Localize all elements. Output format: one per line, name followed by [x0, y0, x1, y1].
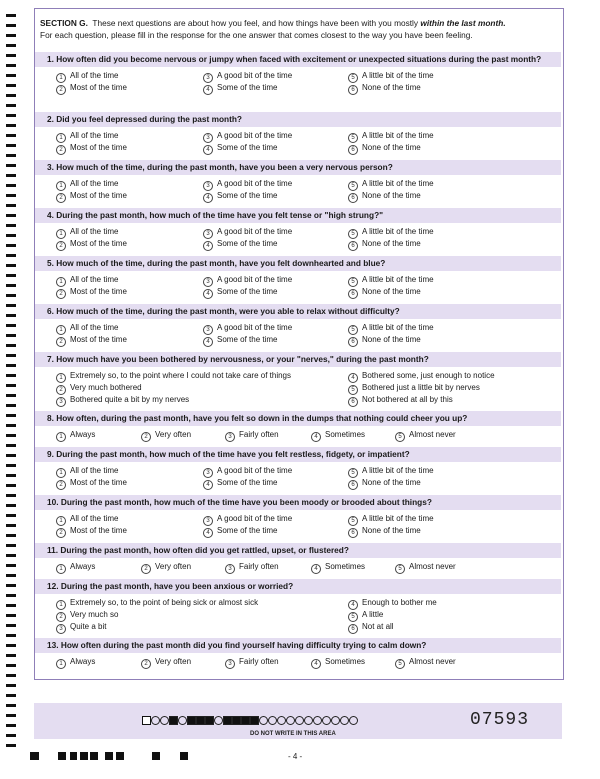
scan-code-mark [322, 716, 331, 725]
option-label: Most of the time [70, 478, 127, 487]
section-intro [40, 17, 555, 41]
response-options [35, 127, 561, 153]
response-bubble[interactable]: 6 [348, 337, 358, 347]
option-label: Some of the time [217, 526, 278, 535]
option-label: Some of the time [217, 287, 278, 296]
scan-code-mark [277, 716, 286, 725]
response-option[interactable] [56, 83, 127, 95]
response-option[interactable] [141, 562, 191, 574]
response-bubble[interactable]: 3 [203, 229, 213, 239]
question-text: 7. How much have you been bothered by nervousness, or your "nerves," during the past month? [35, 352, 561, 367]
response-options [35, 319, 561, 345]
response-option[interactable] [348, 143, 421, 155]
response-option[interactable] [348, 466, 434, 478]
response-bubble[interactable]: 4 [311, 659, 321, 669]
response-bubble[interactable]: 3 [225, 564, 235, 574]
question-block [35, 579, 561, 632]
response-option[interactable] [56, 478, 127, 490]
section-label: SECTION G. [40, 18, 88, 28]
response-option[interactable] [348, 83, 421, 95]
response-options [35, 510, 561, 536]
scan-code-mark [286, 716, 295, 725]
question-block [35, 52, 561, 93]
response-bubble[interactable]: 1 [56, 229, 66, 239]
response-option[interactable] [203, 83, 277, 95]
response-option[interactable] [56, 239, 127, 251]
option-label: A little bit of the time [362, 71, 434, 80]
option-label: None of the time [362, 191, 421, 200]
response-bubble[interactable]: 2 [56, 241, 66, 251]
response-option[interactable] [56, 657, 95, 669]
response-bubble[interactable]: 6 [348, 397, 358, 407]
scan-code-mark [169, 716, 178, 725]
question-block [35, 304, 561, 345]
response-option[interactable] [348, 191, 421, 203]
response-bubble[interactable]: 1 [56, 432, 66, 442]
option-label: Always [70, 430, 96, 439]
response-bubble[interactable]: 6 [348, 624, 358, 634]
response-bubble[interactable]: 3 [203, 181, 213, 191]
intro-emphasis: within the last month. [420, 18, 506, 28]
option-label: None of the time [362, 143, 421, 152]
intro-text: These next questions are about how you feel, and how things have been with you mostly [92, 18, 419, 28]
question-text: 9. During the past month, how much of the time have you felt restless, fidgety, or impatient? [35, 447, 561, 462]
response-option[interactable] [203, 323, 292, 335]
scan-code-mark [142, 716, 151, 725]
response-option[interactable] [56, 395, 189, 407]
option-label: Most of the time [70, 239, 127, 248]
option-label: Some of the time [217, 478, 278, 487]
response-bubble[interactable]: 5 [395, 432, 405, 442]
option-label: Sometimes [325, 657, 366, 666]
question-block [35, 208, 561, 249]
response-options [35, 594, 561, 632]
option-label: Fairly often [239, 430, 279, 439]
response-option[interactable] [56, 323, 118, 335]
response-bubble[interactable]: 5 [348, 181, 358, 191]
question-text: 2. Did you feel depressed during the past month? [35, 112, 561, 127]
option-label: A good bit of the time [217, 179, 293, 188]
option-label: Very often [155, 562, 192, 571]
response-option[interactable] [348, 335, 421, 347]
response-bubble[interactable]: 5 [348, 277, 358, 287]
option-label: Most of the time [70, 287, 127, 296]
response-bubble[interactable]: 3 [203, 468, 213, 478]
option-label: All of the time [70, 466, 119, 475]
response-bubble[interactable]: 4 [203, 289, 213, 299]
scan-code-mark [268, 716, 277, 725]
question-text: 4. During the past month, how much of the time have you felt tense or "high strung?" [35, 208, 561, 223]
response-bubble[interactable]: 3 [203, 73, 213, 83]
page-number: - 4 - [288, 752, 303, 761]
response-option[interactable] [203, 71, 292, 83]
response-bubble[interactable]: 5 [348, 73, 358, 83]
response-bubble[interactable]: 4 [348, 600, 358, 610]
option-label: None of the time [362, 287, 421, 296]
response-bubble[interactable]: 3 [56, 397, 66, 407]
response-option[interactable] [225, 430, 279, 442]
timing-marks [6, 14, 18, 754]
response-bubble[interactable]: 2 [56, 480, 66, 490]
response-bubble[interactable]: 4 [203, 337, 213, 347]
option-label: Some of the time [217, 143, 278, 152]
response-option[interactable] [348, 179, 434, 191]
response-option[interactable] [348, 71, 434, 83]
response-bubble[interactable]: 6 [348, 193, 358, 203]
question-text: 8. How often, during the past month, have you felt so down in the dumps that nothing could cheer you up? [35, 411, 561, 426]
response-options [35, 223, 561, 249]
response-option[interactable] [348, 478, 421, 490]
scan-code-mark [313, 716, 322, 725]
question-block [35, 543, 561, 574]
response-option[interactable] [348, 395, 453, 407]
option-label: Very often [155, 657, 192, 666]
scan-code-mark [232, 716, 241, 725]
option-label: Not bothered at all by this [362, 395, 453, 404]
option-label: Not at all [362, 622, 394, 631]
response-bubble[interactable]: 3 [203, 516, 213, 526]
option-label: None of the time [362, 239, 421, 248]
response-option[interactable] [203, 191, 277, 203]
response-bubble[interactable]: 6 [348, 241, 358, 251]
question-block [35, 112, 561, 153]
response-bubble[interactable]: 5 [348, 516, 358, 526]
response-option[interactable] [311, 430, 365, 442]
option-label: Sometimes [325, 562, 366, 571]
response-bubble[interactable]: 3 [56, 624, 66, 634]
option-label: All of the time [70, 275, 119, 284]
response-bubble[interactable]: 5 [348, 133, 358, 143]
option-label: Some of the time [217, 191, 278, 200]
response-bubble[interactable]: 5 [348, 325, 358, 335]
response-bubble[interactable]: 6 [348, 528, 358, 538]
option-label: All of the time [70, 323, 119, 332]
option-label: None of the time [362, 335, 421, 344]
response-options [35, 67, 561, 93]
response-bubble[interactable]: 5 [348, 385, 358, 395]
response-option[interactable] [348, 239, 421, 251]
option-label: None of the time [362, 526, 421, 535]
scan-code-mark [295, 716, 304, 725]
response-option[interactable] [348, 622, 394, 634]
question-text: 1. How often did you become nervous or jumpy when faced with excitement or unexpected situations during the past month? [35, 52, 561, 67]
do-not-write-label: DO NOT WRITE IN THIS AREA [250, 731, 336, 737]
response-option[interactable] [348, 131, 434, 143]
response-option[interactable] [203, 179, 292, 191]
option-label: Most of the time [70, 83, 127, 92]
scan-code-mark [214, 716, 223, 725]
scan-code-grid [142, 716, 358, 725]
option-label: Extremely so, to the point of being sick or almost sick [70, 598, 259, 607]
response-bubble[interactable]: 6 [348, 85, 358, 95]
response-bubble[interactable]: 3 [203, 133, 213, 143]
option-label: Always [70, 562, 96, 571]
scan-code-mark [340, 716, 349, 725]
option-label: Some of the time [217, 335, 278, 344]
response-bubble[interactable]: 1 [56, 325, 66, 335]
response-option[interactable] [56, 179, 118, 191]
response-option[interactable] [56, 371, 291, 383]
option-label: Some of the time [217, 239, 278, 248]
response-bubble[interactable]: 1 [56, 373, 66, 383]
question-text: 13. How often during the past month did you find yourself having difficulty trying to calm down? [35, 638, 561, 653]
response-option[interactable] [141, 430, 191, 442]
response-bubble[interactable]: 5 [348, 612, 358, 622]
option-label: Almost never [409, 657, 456, 666]
option-label: A little bit of the time [362, 131, 434, 140]
scan-code-mark [178, 716, 187, 725]
option-label: All of the time [70, 179, 119, 188]
response-bubble[interactable]: 4 [311, 432, 321, 442]
scan-code-mark [349, 716, 358, 725]
response-option[interactable] [348, 610, 383, 622]
option-label: Sometimes [325, 430, 366, 439]
response-bubble[interactable]: 6 [348, 289, 358, 299]
response-bubble[interactable]: 4 [203, 145, 213, 155]
option-label: All of the time [70, 131, 119, 140]
response-bubble[interactable]: 3 [225, 659, 235, 669]
response-options [35, 426, 561, 442]
response-option[interactable] [56, 598, 258, 610]
option-label: Extremely so, to the point where I could not take care of things [70, 371, 292, 380]
option-label: Most of the time [70, 335, 127, 344]
option-label: Fairly often [239, 657, 279, 666]
response-bubble[interactable]: 4 [203, 241, 213, 251]
response-bubble[interactable]: 6 [348, 480, 358, 490]
option-label: A good bit of the time [217, 227, 293, 236]
scan-code-mark [205, 716, 214, 725]
response-bubble[interactable]: 2 [56, 385, 66, 395]
scan-code-mark [187, 716, 196, 725]
response-options [35, 653, 561, 669]
option-label: A good bit of the time [217, 131, 293, 140]
response-options [35, 175, 561, 201]
response-bubble[interactable]: 5 [348, 229, 358, 239]
question-block [35, 447, 561, 488]
scan-code-mark [151, 716, 160, 725]
response-option[interactable] [311, 657, 365, 669]
option-label: A little bit of the time [362, 227, 434, 236]
response-bubble[interactable]: 2 [141, 659, 151, 669]
option-label: A good bit of the time [217, 323, 293, 332]
scan-code-mark [160, 716, 169, 725]
response-bubble[interactable]: 4 [203, 193, 213, 203]
scan-code-mark [241, 716, 250, 725]
response-option[interactable] [56, 383, 142, 395]
response-option[interactable] [203, 514, 292, 526]
response-option[interactable] [56, 514, 118, 526]
response-option[interactable] [203, 143, 277, 155]
response-bubble[interactable]: 1 [56, 600, 66, 610]
response-option[interactable] [203, 478, 277, 490]
question-text: 6. How much of the time, during the past month, were you able to relax without difficulty? [35, 304, 561, 319]
response-option[interactable] [56, 335, 127, 347]
option-label: Very much bothered [70, 383, 142, 392]
response-bubble[interactable]: 2 [141, 564, 151, 574]
response-option[interactable] [348, 371, 495, 383]
option-label: Some of the time [217, 83, 278, 92]
option-label: All of the time [70, 227, 119, 236]
response-option[interactable] [348, 526, 421, 538]
response-option[interactable] [395, 430, 456, 442]
question-text: 3. How much of the time, during the past month, have you been a very nervous person? [35, 160, 561, 175]
response-bubble[interactable]: 5 [348, 468, 358, 478]
response-option[interactable] [203, 227, 292, 239]
question-block [35, 256, 561, 297]
response-option[interactable] [141, 657, 191, 669]
response-bubble[interactable]: 2 [56, 193, 66, 203]
response-option[interactable] [56, 622, 106, 634]
response-options [35, 367, 561, 405]
question-text: 10. During the past month, how much of the time have you been moody or brooded about things? [35, 495, 561, 510]
option-label: A good bit of the time [217, 514, 293, 523]
option-label: A good bit of the time [217, 71, 293, 80]
response-bubble[interactable]: 1 [56, 133, 66, 143]
option-label: None of the time [362, 478, 421, 487]
response-bubble[interactable]: 4 [203, 480, 213, 490]
response-bubble[interactable]: 3 [203, 277, 213, 287]
option-label: All of the time [70, 71, 119, 80]
option-label: A good bit of the time [217, 275, 293, 284]
option-label: Quite a bit [70, 622, 107, 631]
response-bubble[interactable]: 1 [56, 516, 66, 526]
response-option[interactable] [56, 227, 118, 239]
response-bubble[interactable]: 1 [56, 659, 66, 669]
scan-code-mark [331, 716, 340, 725]
question-text: 11. During the past month, how often did you get rattled, upset, or flustered? [35, 543, 561, 558]
response-bubble[interactable]: 3 [225, 432, 235, 442]
question-text: 5. How much of the time, during the past month, have you felt downhearted and blue? [35, 256, 561, 271]
response-bubble[interactable]: 5 [395, 564, 405, 574]
response-options [35, 462, 561, 488]
response-options [35, 558, 561, 574]
response-bubble[interactable]: 6 [348, 145, 358, 155]
question-block [35, 411, 561, 442]
response-option[interactable] [56, 287, 127, 299]
instruction-text: For each question, please fill in the response for the one answer that comes closest to the way you have been feeling. [40, 30, 473, 40]
response-bubble[interactable]: 3 [203, 325, 213, 335]
question-block [35, 495, 561, 536]
response-bubble[interactable]: 4 [203, 528, 213, 538]
response-option[interactable] [395, 657, 456, 669]
response-option[interactable] [56, 71, 118, 83]
option-label: Always [70, 657, 96, 666]
response-bubble[interactable]: 1 [56, 181, 66, 191]
question-block [35, 638, 561, 669]
response-option[interactable] [56, 526, 127, 538]
response-bubble[interactable]: 2 [56, 85, 66, 95]
serial-number: 07593 [470, 710, 530, 730]
response-option[interactable] [203, 466, 292, 478]
option-label: Most of the time [70, 526, 127, 535]
response-option[interactable] [348, 598, 437, 610]
scan-code-mark [196, 716, 205, 725]
option-label: Bothered quite a bit by my nerves [70, 395, 190, 404]
scan-code-mark [250, 716, 259, 725]
option-label: A little bit of the time [362, 323, 434, 332]
scan-code-mark [223, 716, 232, 725]
response-bubble[interactable]: 4 [203, 85, 213, 95]
option-label: A little bit of the time [362, 275, 434, 284]
response-option[interactable] [348, 227, 434, 239]
response-bubble[interactable]: 2 [56, 337, 66, 347]
option-label: A good bit of the time [217, 466, 293, 475]
response-option[interactable] [56, 143, 127, 155]
response-bubble[interactable]: 1 [56, 73, 66, 83]
response-bubble[interactable]: 2 [56, 289, 66, 299]
option-label: Most of the time [70, 191, 127, 200]
option-label: A little [362, 610, 384, 619]
response-option[interactable] [56, 562, 95, 574]
response-option[interactable] [56, 430, 95, 442]
option-label: Enough to bother me [362, 598, 437, 607]
response-bubble[interactable]: 4 [311, 564, 321, 574]
response-options [35, 271, 561, 297]
response-option[interactable] [203, 287, 277, 299]
scan-code-mark [304, 716, 313, 725]
response-option[interactable] [348, 514, 434, 526]
option-label: A little bit of the time [362, 514, 434, 523]
option-label: All of the time [70, 514, 119, 523]
option-label: Bothered some, just enough to notice [362, 371, 495, 380]
scan-code-mark [259, 716, 268, 725]
response-option[interactable] [203, 526, 277, 538]
response-bubble[interactable]: 5 [395, 659, 405, 669]
response-option[interactable] [348, 275, 434, 287]
response-option[interactable] [203, 131, 292, 143]
option-label: None of the time [362, 83, 421, 92]
response-option[interactable] [56, 610, 118, 622]
option-label: Very often [155, 430, 192, 439]
option-label: Fairly often [239, 562, 279, 571]
option-label: Very much so [70, 610, 119, 619]
response-bubble[interactable]: 2 [56, 145, 66, 155]
response-option[interactable] [225, 562, 279, 574]
response-option[interactable] [395, 562, 456, 574]
response-option[interactable] [225, 657, 279, 669]
option-label: A little bit of the time [362, 466, 434, 475]
response-option[interactable] [203, 239, 277, 251]
response-option[interactable] [203, 335, 277, 347]
response-bubble[interactable]: 1 [56, 564, 66, 574]
response-option[interactable] [56, 466, 118, 478]
option-label: Almost never [409, 430, 456, 439]
response-option[interactable] [311, 562, 365, 574]
question-block [35, 160, 561, 201]
response-option[interactable] [56, 191, 127, 203]
response-bubble[interactable]: 1 [56, 277, 66, 287]
question-block [35, 352, 561, 405]
response-bubble[interactable]: 1 [56, 468, 66, 478]
response-option[interactable] [348, 383, 480, 395]
option-label: Most of the time [70, 143, 127, 152]
question-text: 12. During the past month, have you been anxious or worried? [35, 579, 561, 594]
response-option[interactable] [203, 275, 292, 287]
option-label: Bothered just a little bit by nerves [362, 383, 480, 392]
response-option[interactable] [348, 287, 421, 299]
option-label: Almost never [409, 562, 456, 571]
response-bubble[interactable]: 2 [141, 432, 151, 442]
response-bubble[interactable]: 2 [56, 528, 66, 538]
response-bubble[interactable]: 4 [348, 373, 358, 383]
response-option[interactable] [56, 275, 118, 287]
response-bubble[interactable]: 2 [56, 612, 66, 622]
response-option[interactable] [348, 323, 434, 335]
option-label: A little bit of the time [362, 179, 434, 188]
response-option[interactable] [56, 131, 118, 143]
